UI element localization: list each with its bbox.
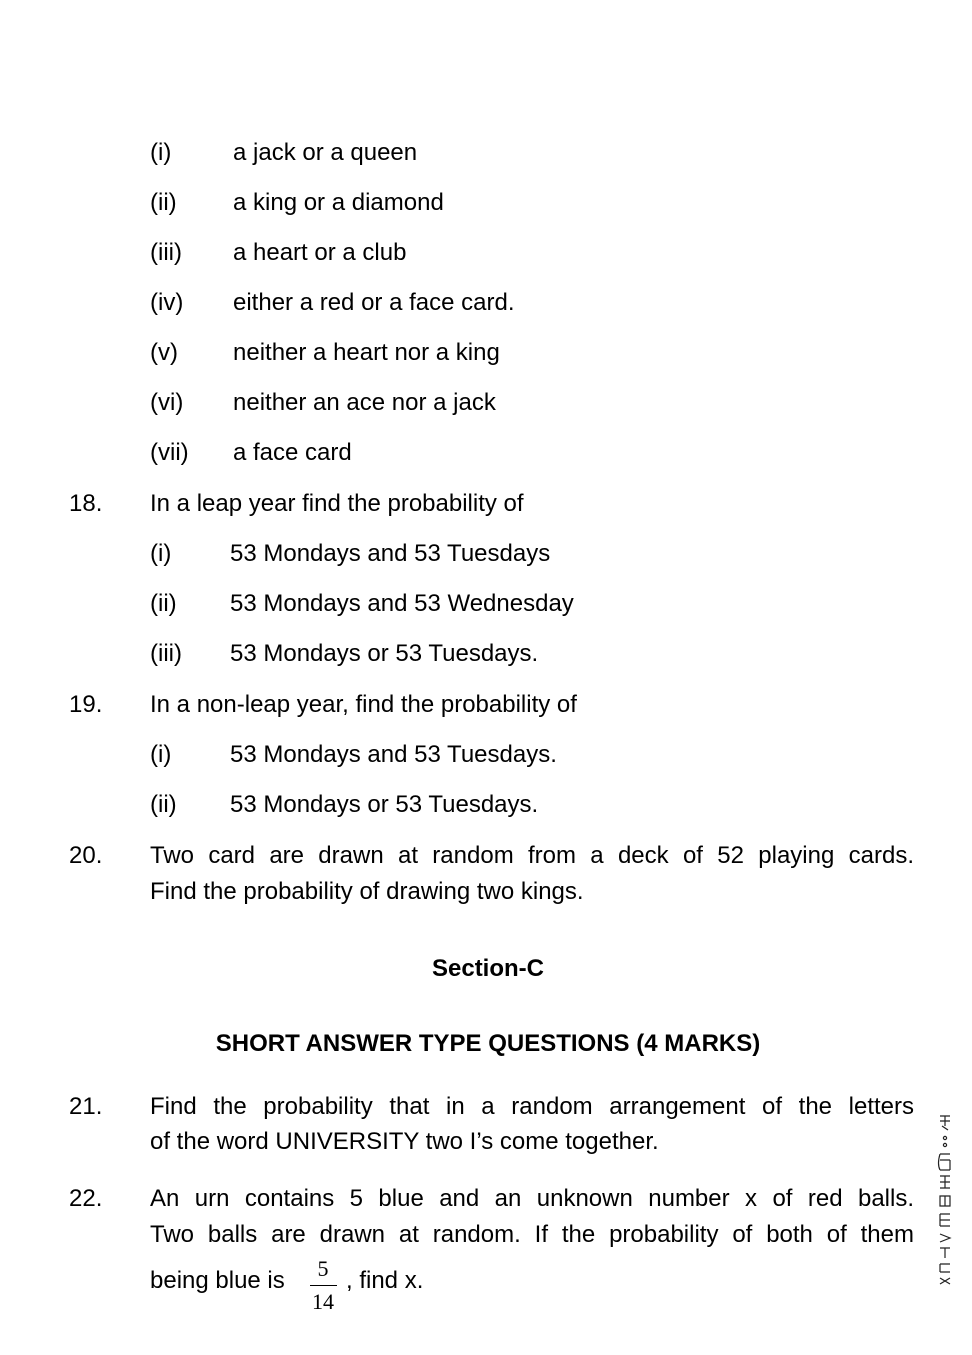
q18-item-1-label: (i) (150, 540, 172, 567)
section-title: Section-C (431, 955, 544, 982)
q19-number: 19. (69, 691, 103, 718)
q17-item-6-text: neither an ace nor a jack (233, 389, 496, 416)
q17-item-1-text: a jack or a queen (233, 139, 418, 166)
q18-item-2-text: 53 Mondays and 53 Wednesday (230, 590, 574, 617)
q22-line-3-start: being blue is (150, 1267, 285, 1294)
q17-item-2-text: a king or a diamond (233, 189, 444, 216)
q17-item-7-text: a face card (233, 439, 352, 466)
q17-item-7-label: (vii) (150, 439, 189, 466)
q20-number: 20. (69, 842, 103, 869)
q20-line-1: Two card are drawn at random from a deck of 52 playing cards. (150, 842, 914, 869)
q22-line-1: An urn contains 5 blue and an unknown number x of red balls. (150, 1185, 914, 1212)
q22-number: 22. (69, 1185, 103, 1212)
q17-item-1-label: (i) (150, 139, 172, 166)
fraction-numerator: 5 (317, 1256, 329, 1281)
q19-item-2-label: (ii) (150, 791, 177, 818)
q19-item-1-text: 53 Mondays and 53 Tuesdays. (230, 741, 557, 768)
section-subtitle: SHORT ANSWER TYPE QUESTIONS (4 MARKS) (215, 1030, 761, 1057)
q17-item-4-label: (iv) (150, 289, 184, 316)
q22-line-2: Two balls are drawn at random. If the probability of both of them (150, 1221, 914, 1248)
q17-item-5-text: neither a heart nor a king (233, 339, 500, 366)
q18-item-2-label: (ii) (150, 590, 177, 617)
q18-number: 18. (69, 490, 103, 517)
q21-line-1: Find the probability that in a random arrangement of the letters (150, 1093, 914, 1120)
q17-item-4-text: either a red or a face card. (233, 289, 515, 316)
q17-item-5-label: (v) (150, 339, 178, 366)
q18-item-1-text: 53 Mondays and 53 Tuesdays (230, 540, 551, 567)
q21-line-2: of the word UNIVERSITY two I’s come together. (150, 1128, 659, 1155)
q18-item-3-text: 53 Mondays or 53 Tuesdays. (230, 640, 539, 667)
q20-line-2: Find the probability of drawing two kings. (150, 878, 584, 905)
q22-line-3-end: , find x. (346, 1267, 424, 1294)
q19-item-2-text: 53 Mondays or 53 Tuesdays. (230, 791, 539, 818)
q17-item-6-label: (vi) (150, 389, 184, 416)
q17-item-3-label: (iii) (150, 239, 182, 266)
q18-item-3-label: (iii) (150, 640, 182, 667)
q19-stem: In a non-leap year, find the probability of (150, 691, 577, 718)
side-watermark-icon (934, 1112, 956, 1292)
q19-item-1-label: (i) (150, 741, 172, 768)
fraction-denominator: 14 (312, 1289, 334, 1314)
fraction-bar (310, 1285, 337, 1286)
q18-stem: In a leap year find the probability of (150, 490, 524, 517)
q17-item-3-text: a heart or a club (233, 239, 407, 266)
q21-number: 21. (69, 1093, 103, 1120)
q17-item-2-label: (ii) (150, 189, 177, 216)
